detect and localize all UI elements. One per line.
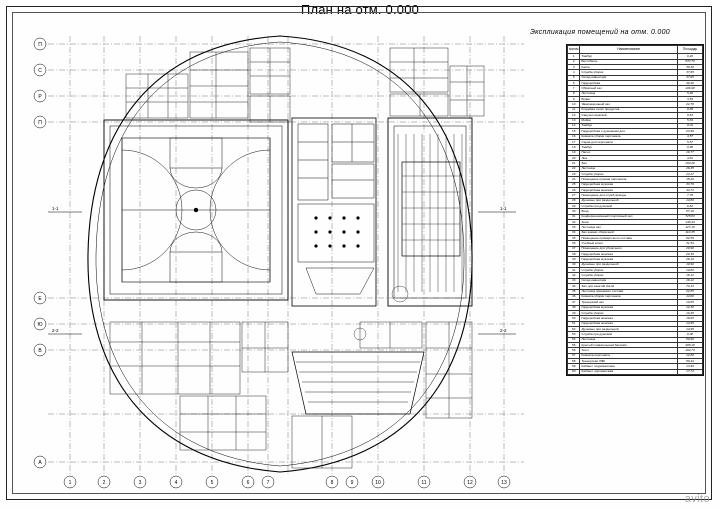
svg-text:10: 10	[375, 480, 381, 486]
room-name: Кладовка сухих продуктов	[580, 107, 678, 112]
room-area: 14,95	[678, 321, 703, 326]
svg-text:11: 11	[421, 480, 427, 486]
svg-text:1-1: 1-1	[52, 206, 59, 211]
room-number: 41	[568, 268, 580, 273]
svg-text:В: В	[38, 348, 42, 354]
room-number: 10	[568, 102, 580, 107]
room-number: 6	[568, 81, 580, 86]
room-number: 14	[568, 123, 580, 128]
room-number: 23	[568, 171, 580, 176]
room-number: 59	[568, 364, 580, 369]
room-area: 16,12	[678, 278, 703, 283]
room-name: Душевые при раздельной	[580, 326, 678, 331]
room-number: 47	[568, 300, 580, 305]
room-area: 10,45	[678, 310, 703, 315]
room-name: Гардеробная мужская	[580, 182, 678, 187]
room-number: 11	[568, 107, 580, 112]
room-number: 51	[568, 321, 580, 326]
room-name: Вестибюль	[580, 59, 678, 64]
room-name: Помещение приема персонала	[580, 177, 678, 182]
room-number: 9	[568, 97, 580, 102]
room-number: 17	[568, 139, 580, 144]
room-name: Служба при душевой	[580, 332, 678, 337]
room-area: 725,83	[678, 214, 703, 219]
room-area: 102,74	[678, 348, 703, 353]
svg-text:7: 7	[266, 480, 270, 486]
room-number: 16	[568, 134, 580, 139]
room-area: 8,08	[678, 332, 703, 337]
room-area: 100,26	[678, 161, 703, 166]
room-name: Лестница зал	[580, 225, 678, 230]
svg-text:П: П	[38, 120, 42, 126]
room-number: 58	[568, 358, 580, 363]
room-area: 6,82	[678, 204, 703, 209]
room-number: 37	[568, 246, 580, 251]
room-area: 26,45	[678, 166, 703, 171]
room-name: Душевые при раздельной	[580, 262, 678, 267]
room-number: 12	[568, 113, 580, 118]
room-name: Склад инвентаря	[580, 278, 678, 283]
room-name: Гардеробная	[580, 81, 678, 86]
room-name: Крытый плавательный бассейн	[580, 342, 678, 347]
room-area: 26,19	[678, 257, 703, 262]
room-name: Учебный класс	[580, 241, 678, 246]
room-number: 13	[568, 118, 580, 123]
room-name: Зал	[580, 161, 678, 166]
col-header-number: №пом	[568, 46, 580, 54]
room-area: 19,77	[678, 150, 703, 155]
room-area: 106,98	[678, 86, 703, 91]
room-area: 17,74	[678, 369, 703, 374]
room-number: 7	[568, 86, 580, 91]
room-number: 49	[568, 310, 580, 315]
room-area: 488,18	[678, 342, 703, 347]
svg-text:2-2: 2-2	[52, 328, 59, 333]
room-area: 9,98	[678, 145, 703, 150]
room-name: Касса	[580, 65, 678, 70]
room-name: Лестница приемного состава	[580, 289, 678, 294]
room-area: 9,20	[678, 54, 703, 59]
room-area: 4,81	[678, 155, 703, 160]
room-area: 12,30	[678, 305, 703, 310]
svg-text:3: 3	[138, 480, 142, 486]
room-name: Мойка	[580, 118, 678, 123]
room-number: 15	[568, 129, 580, 134]
room-number: 60	[568, 369, 580, 374]
room-name: Помещение для уборочного	[580, 246, 678, 251]
watermark-avito: avito	[684, 493, 710, 505]
room-number: 46	[568, 294, 580, 299]
room-number: 38	[568, 252, 580, 257]
room-name: Тренерский зал	[580, 300, 678, 305]
svg-text:Е: Е	[38, 296, 42, 302]
room-area: 14,17	[678, 171, 703, 176]
svg-text:С: С	[38, 68, 42, 74]
room-area: 13,99	[678, 364, 703, 369]
room-area: 7,78	[678, 193, 703, 198]
room-area: 10,85	[678, 300, 703, 305]
svg-text:6: 6	[246, 480, 250, 486]
svg-text:4: 4	[174, 480, 178, 486]
room-number: 33	[568, 225, 580, 230]
room-number: 21	[568, 161, 580, 166]
room-area: 23,99	[678, 129, 703, 134]
room-area: 37,65	[678, 75, 703, 80]
room-name: Лестница	[580, 91, 678, 96]
explication-table	[566, 44, 704, 376]
room-area: 5,46	[678, 91, 703, 96]
room-area: 62,59	[678, 236, 703, 241]
room-number: 32	[568, 220, 580, 225]
room-area: 38,30	[678, 65, 703, 70]
svg-text:П: П	[38, 42, 42, 48]
floor-plan-drawing	[30, 22, 530, 490]
room-number: 42	[568, 273, 580, 278]
room-number: 29	[568, 204, 580, 209]
svg-text:1-1: 1-1	[500, 206, 507, 211]
svg-text:2-2: 2-2	[500, 328, 507, 333]
room-name: Эвакуационный зал	[580, 102, 678, 107]
room-name: Лестница	[580, 337, 678, 342]
room-number: 45	[568, 289, 580, 294]
room-number: 55	[568, 342, 580, 347]
room-area: 8,89	[678, 107, 703, 112]
room-name: Тренерская ЛФК	[580, 358, 678, 363]
room-number: 56	[568, 348, 580, 353]
room-number: 4	[568, 70, 580, 75]
room-number: 39	[568, 257, 580, 262]
room-area: 14,95	[678, 326, 703, 331]
room-name: Гардеробная женская	[580, 187, 678, 192]
room-area: 110,35	[678, 230, 703, 235]
room-area: 31,54	[678, 241, 703, 246]
room-area: 33,70	[678, 182, 703, 187]
room-number: 22	[568, 166, 580, 171]
room-number: 50	[568, 316, 580, 321]
room-name: Служба уборки	[580, 310, 678, 315]
room-name: Служба при душевой	[580, 204, 678, 209]
room-name: Помещение для служб аренды	[580, 193, 678, 198]
room-name: Тамбур	[580, 145, 678, 150]
room-name: Вход	[580, 209, 678, 214]
room-name: Холл	[580, 348, 678, 353]
room-name: Помещение примерочного состава	[580, 236, 678, 241]
col-header-area: Площадь	[678, 46, 703, 54]
room-area: 5,84	[678, 118, 703, 123]
room-area: 3,54	[678, 97, 703, 102]
room-area: 37,65	[678, 70, 703, 75]
room-name: Комната персонала	[580, 353, 678, 358]
room-number: 34	[568, 230, 580, 235]
page-title: План на отм. 0.000	[300, 2, 420, 17]
room-number: 57	[568, 353, 580, 358]
room-number: 18	[568, 145, 580, 150]
room-number: 26	[568, 187, 580, 192]
room-name: Зал для занятий йогой	[580, 284, 678, 289]
room-name: Служба уборки	[580, 70, 678, 75]
explication-title: Экспликация помещений на отм. 0.000	[530, 29, 670, 36]
room-area: 59,44	[678, 358, 703, 363]
room-area: 15,20	[678, 177, 703, 182]
room-area: 22,85	[678, 289, 703, 294]
room-area: 34,71	[678, 187, 703, 192]
room-number: 40	[568, 262, 580, 267]
room-area: 10,90	[678, 262, 703, 267]
room-number: 2	[568, 59, 580, 64]
room-number: 28	[568, 198, 580, 203]
room-name: Служба уборки	[580, 273, 678, 278]
room-number: 19	[568, 150, 580, 155]
room-name: Гардеробная с душевыми для	[580, 129, 678, 134]
room-number: 31	[568, 214, 580, 219]
room-name: Гардеробная женская	[580, 252, 678, 257]
room-name: Гардеробная женская	[580, 321, 678, 326]
room-name: Сауна для персонала	[580, 139, 678, 144]
svg-text:8: 8	[330, 480, 334, 486]
room-name: Гардеробная мужская	[580, 305, 678, 310]
room-area: 10,80	[678, 268, 703, 273]
room-area: 8,63	[678, 113, 703, 118]
svg-text:1: 1	[68, 480, 72, 486]
room-area: 9,01	[678, 123, 703, 128]
svg-text:9: 9	[350, 480, 354, 486]
room-number: 44	[568, 284, 580, 289]
room-name: Зал комнат сборочной	[580, 230, 678, 235]
room-area: 80,09	[678, 337, 703, 342]
room-name: Склад инвентаря	[580, 75, 678, 80]
room-area: 22,78	[678, 102, 703, 107]
room-name: Кабинет хиромассажа	[580, 369, 678, 374]
room-name: Комната уборки персонала	[580, 294, 678, 299]
room-number: 43	[568, 278, 580, 283]
room-number: 1	[568, 54, 580, 59]
room-area: 20,39	[678, 252, 703, 257]
room-area: 14,00	[678, 294, 703, 299]
svg-text:2: 2	[102, 480, 106, 486]
svg-text:Р: Р	[38, 94, 42, 100]
room-number: 36	[568, 241, 580, 246]
room-name: Кабинет гидромассажа	[580, 364, 678, 369]
room-name: Комната уборки персонала	[580, 134, 678, 139]
room-area: 537,70	[678, 59, 703, 64]
room-area: 12,80	[678, 353, 703, 358]
table-row	[568, 369, 703, 374]
room-area: 87,19	[678, 209, 703, 214]
room-number: 24	[568, 177, 580, 182]
svg-text:А: А	[38, 460, 42, 466]
svg-text:Ю: Ю	[37, 322, 43, 328]
room-number: 27	[568, 193, 580, 198]
room-number: 8	[568, 91, 580, 96]
room-name: Насос	[580, 150, 678, 155]
room-area: 5,57	[678, 139, 703, 144]
room-name: Конференционный спортивный зал	[580, 214, 678, 219]
room-number: 3	[568, 65, 580, 70]
room-number: 35	[568, 236, 580, 241]
room-number: 25	[568, 182, 580, 187]
table-header-row	[568, 46, 703, 54]
room-area: 20,90	[678, 246, 703, 251]
room-name: Гардеробная мужская	[580, 257, 678, 262]
col-header-name: Наименование	[580, 46, 678, 54]
svg-text:5: 5	[210, 480, 214, 486]
room-number: 52	[568, 326, 580, 331]
room-name: Лестница	[580, 166, 678, 171]
room-name: Тамбур	[580, 123, 678, 128]
room-area: 16,65	[678, 316, 703, 321]
svg-text:13: 13	[501, 480, 507, 486]
room-name: Зона	[580, 220, 678, 225]
room-area: 16,12	[678, 273, 703, 278]
room-number: 30	[568, 209, 580, 214]
room-area: 127,19	[678, 225, 703, 230]
svg-text:12: 12	[467, 480, 473, 486]
room-number: 20	[568, 155, 580, 160]
room-name: Гардеробная женская	[580, 316, 678, 321]
room-number: 48	[568, 305, 580, 310]
room-number: 54	[568, 337, 580, 342]
room-number: 5	[568, 75, 580, 80]
room-name: Служба уборки	[580, 268, 678, 273]
room-name: Душевые при раздельной	[580, 198, 678, 203]
room-name: Обратный зал	[580, 86, 678, 91]
room-area: 148,44	[678, 220, 703, 225]
room-name: Люк	[580, 155, 678, 160]
room-name: Служба уборки	[580, 171, 678, 176]
room-area: 4,57	[678, 134, 703, 139]
room-name: Санузел мужской	[580, 113, 678, 118]
room-name: Тамбур	[580, 54, 678, 59]
room-area: 14,80	[678, 198, 703, 203]
room-number: 53	[568, 332, 580, 337]
room-name: Буфет	[580, 97, 678, 102]
room-area: 49,40	[678, 81, 703, 86]
room-area: 74,13	[678, 284, 703, 289]
